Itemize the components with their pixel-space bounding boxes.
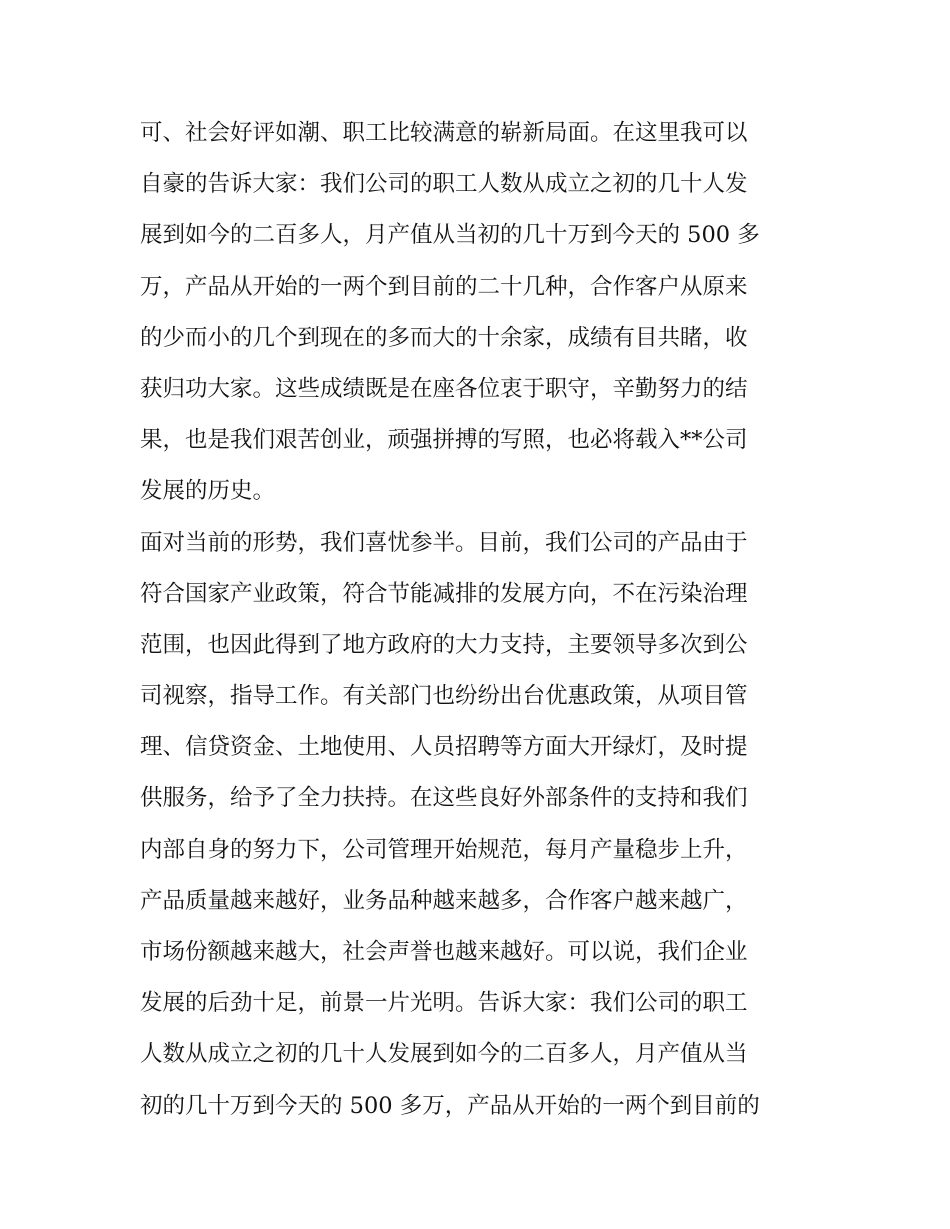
text-line-19: 人数从成立之初的几十人发展到如今的二百多人，月产值从当 <box>140 1041 748 1068</box>
text-line-13: 理、信贷资金、土地使用、人员招聘等方面大开绿灯，及时提 <box>140 734 748 761</box>
text-line-2: 自豪的告诉大家：我们公司的职工人数从成立之初的几十人发 <box>140 171 748 198</box>
text-line-18: 发展的后劲十足，前景一片光明。告诉大家：我们公司的职工 <box>140 990 748 1017</box>
text-line-11: 范围，也因此得到了地方政府的大力支持，主要领导多次到公 <box>140 631 748 658</box>
text-line-3: 展到如今的二百多人，月产值从当初的几十万到今天的 500 多 <box>140 222 760 249</box>
text-line-1: 可、社会好评如潮、职工比较满意的崭新局面。在这里我可以 <box>140 120 748 146</box>
text-line-16: 产品质量越来越好，业务品种越来越多，合作客户越来越广， <box>140 887 748 914</box>
text-line-17: 市场份额越来越大，社会声誉也越来越好。可以说，我们企业 <box>140 939 748 965</box>
body-text <box>140 108 820 1132</box>
text-line-10: 符合国家产业政策，符合节能减排的发展方向，不在污染治理 <box>140 580 748 607</box>
text-line-4: 万，产品从开始的一两个到目前的二十几种，合作客户从原来 <box>140 273 748 300</box>
text-line-12: 司视察，指导工作。有关部门也纷纷出台优惠政策，从项目管 <box>140 683 748 710</box>
text-line-5: 的少而小的几个到现在的多而大的十余家，成绩有目共睹，收 <box>140 324 748 351</box>
text-line-9: 面对当前的形势，我们喜忧参半。目前，我们公司的产品由于 <box>140 529 748 556</box>
text-line-8: 发展的历史。 <box>140 478 276 505</box>
text-line-15: 内部自身的努力下，公司管理开始规范，每月产量稳步上升， <box>140 836 748 863</box>
text-line-7: 果，也是我们艰苦创业，顽强拼搏的写照，也必将载入**公司 <box>140 427 748 454</box>
text-line-14: 供服务，给予了全力扶持。在这些良好外部条件的支持和我们 <box>140 785 748 812</box>
text-line-20: 初的几十万到今天的 500 多万，产品从开始的一两个到目前的 <box>140 1092 760 1119</box>
text-line-6: 获归功大家。这些成绩既是在座各位衷于职守，辛勤努力的结 <box>140 375 748 402</box>
